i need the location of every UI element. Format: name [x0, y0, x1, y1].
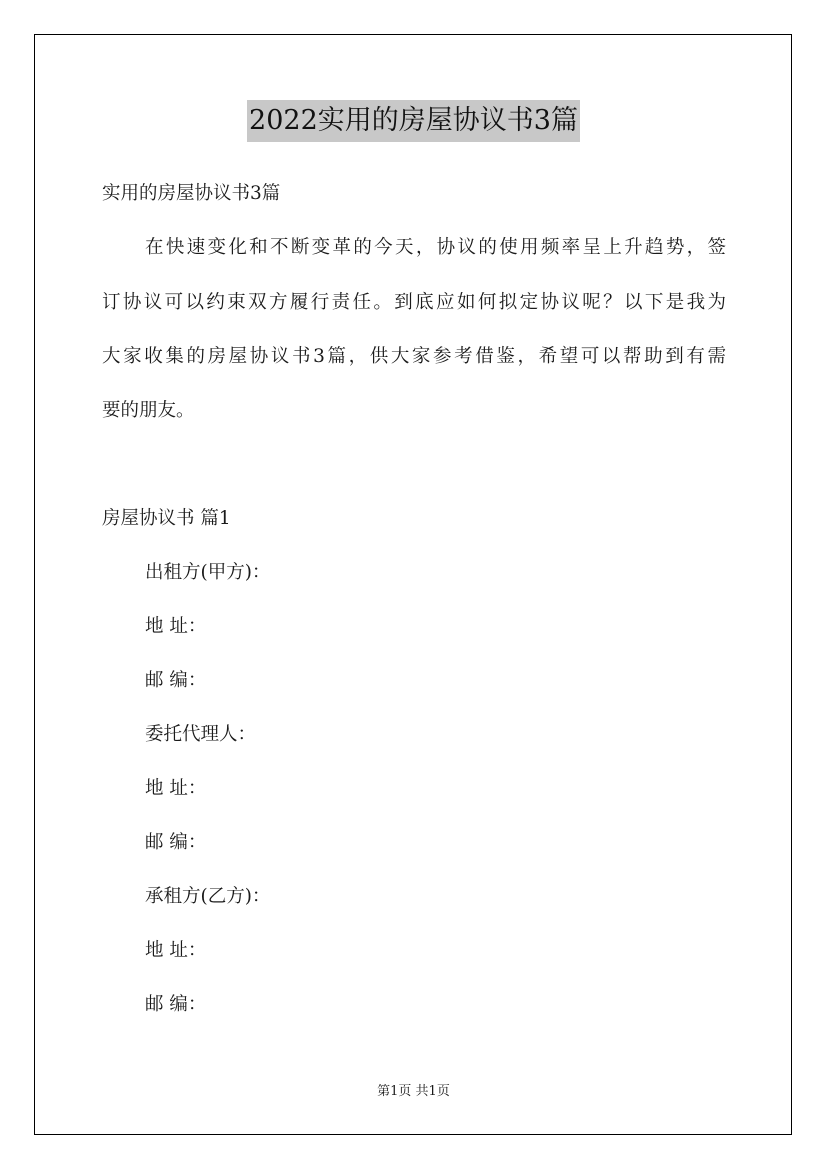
field-lessor: 出租方(甲方)：: [145, 562, 271, 583]
field-postcode: 邮 编：: [145, 670, 207, 691]
intro-line: 要的朋友。: [102, 400, 195, 421]
section-heading: 房屋协议书 篇1: [102, 508, 231, 529]
intro-line: 订协议可以约束双方履行责任。到底应如何拟定协议呢？以下是我为: [102, 292, 726, 313]
document-title: 2022实用的房屋协议书3篇: [247, 100, 580, 142]
field-lessee: 承租方(乙方)：: [145, 886, 271, 907]
document-subtitle: 实用的房屋协议书3篇: [102, 183, 281, 204]
field-address: 地 址：: [145, 616, 207, 637]
field-agent: 委托代理人：: [145, 724, 257, 745]
field-address: 地 址：: [145, 778, 207, 799]
intro-line: 大家收集的房屋协议书3篇，供大家参考借鉴，希望可以帮助到有需: [102, 346, 726, 367]
field-address: 地 址：: [145, 940, 207, 961]
title-container: [0, 100, 827, 142]
page-number-footer: 第1页 共1页: [377, 1084, 450, 1099]
field-postcode: 邮 编：: [145, 832, 207, 853]
intro-line: 在快速变化和不断变革的今天，协议的使用频率呈上升趋势，签: [145, 237, 726, 258]
field-postcode: 邮 编：: [145, 994, 207, 1015]
